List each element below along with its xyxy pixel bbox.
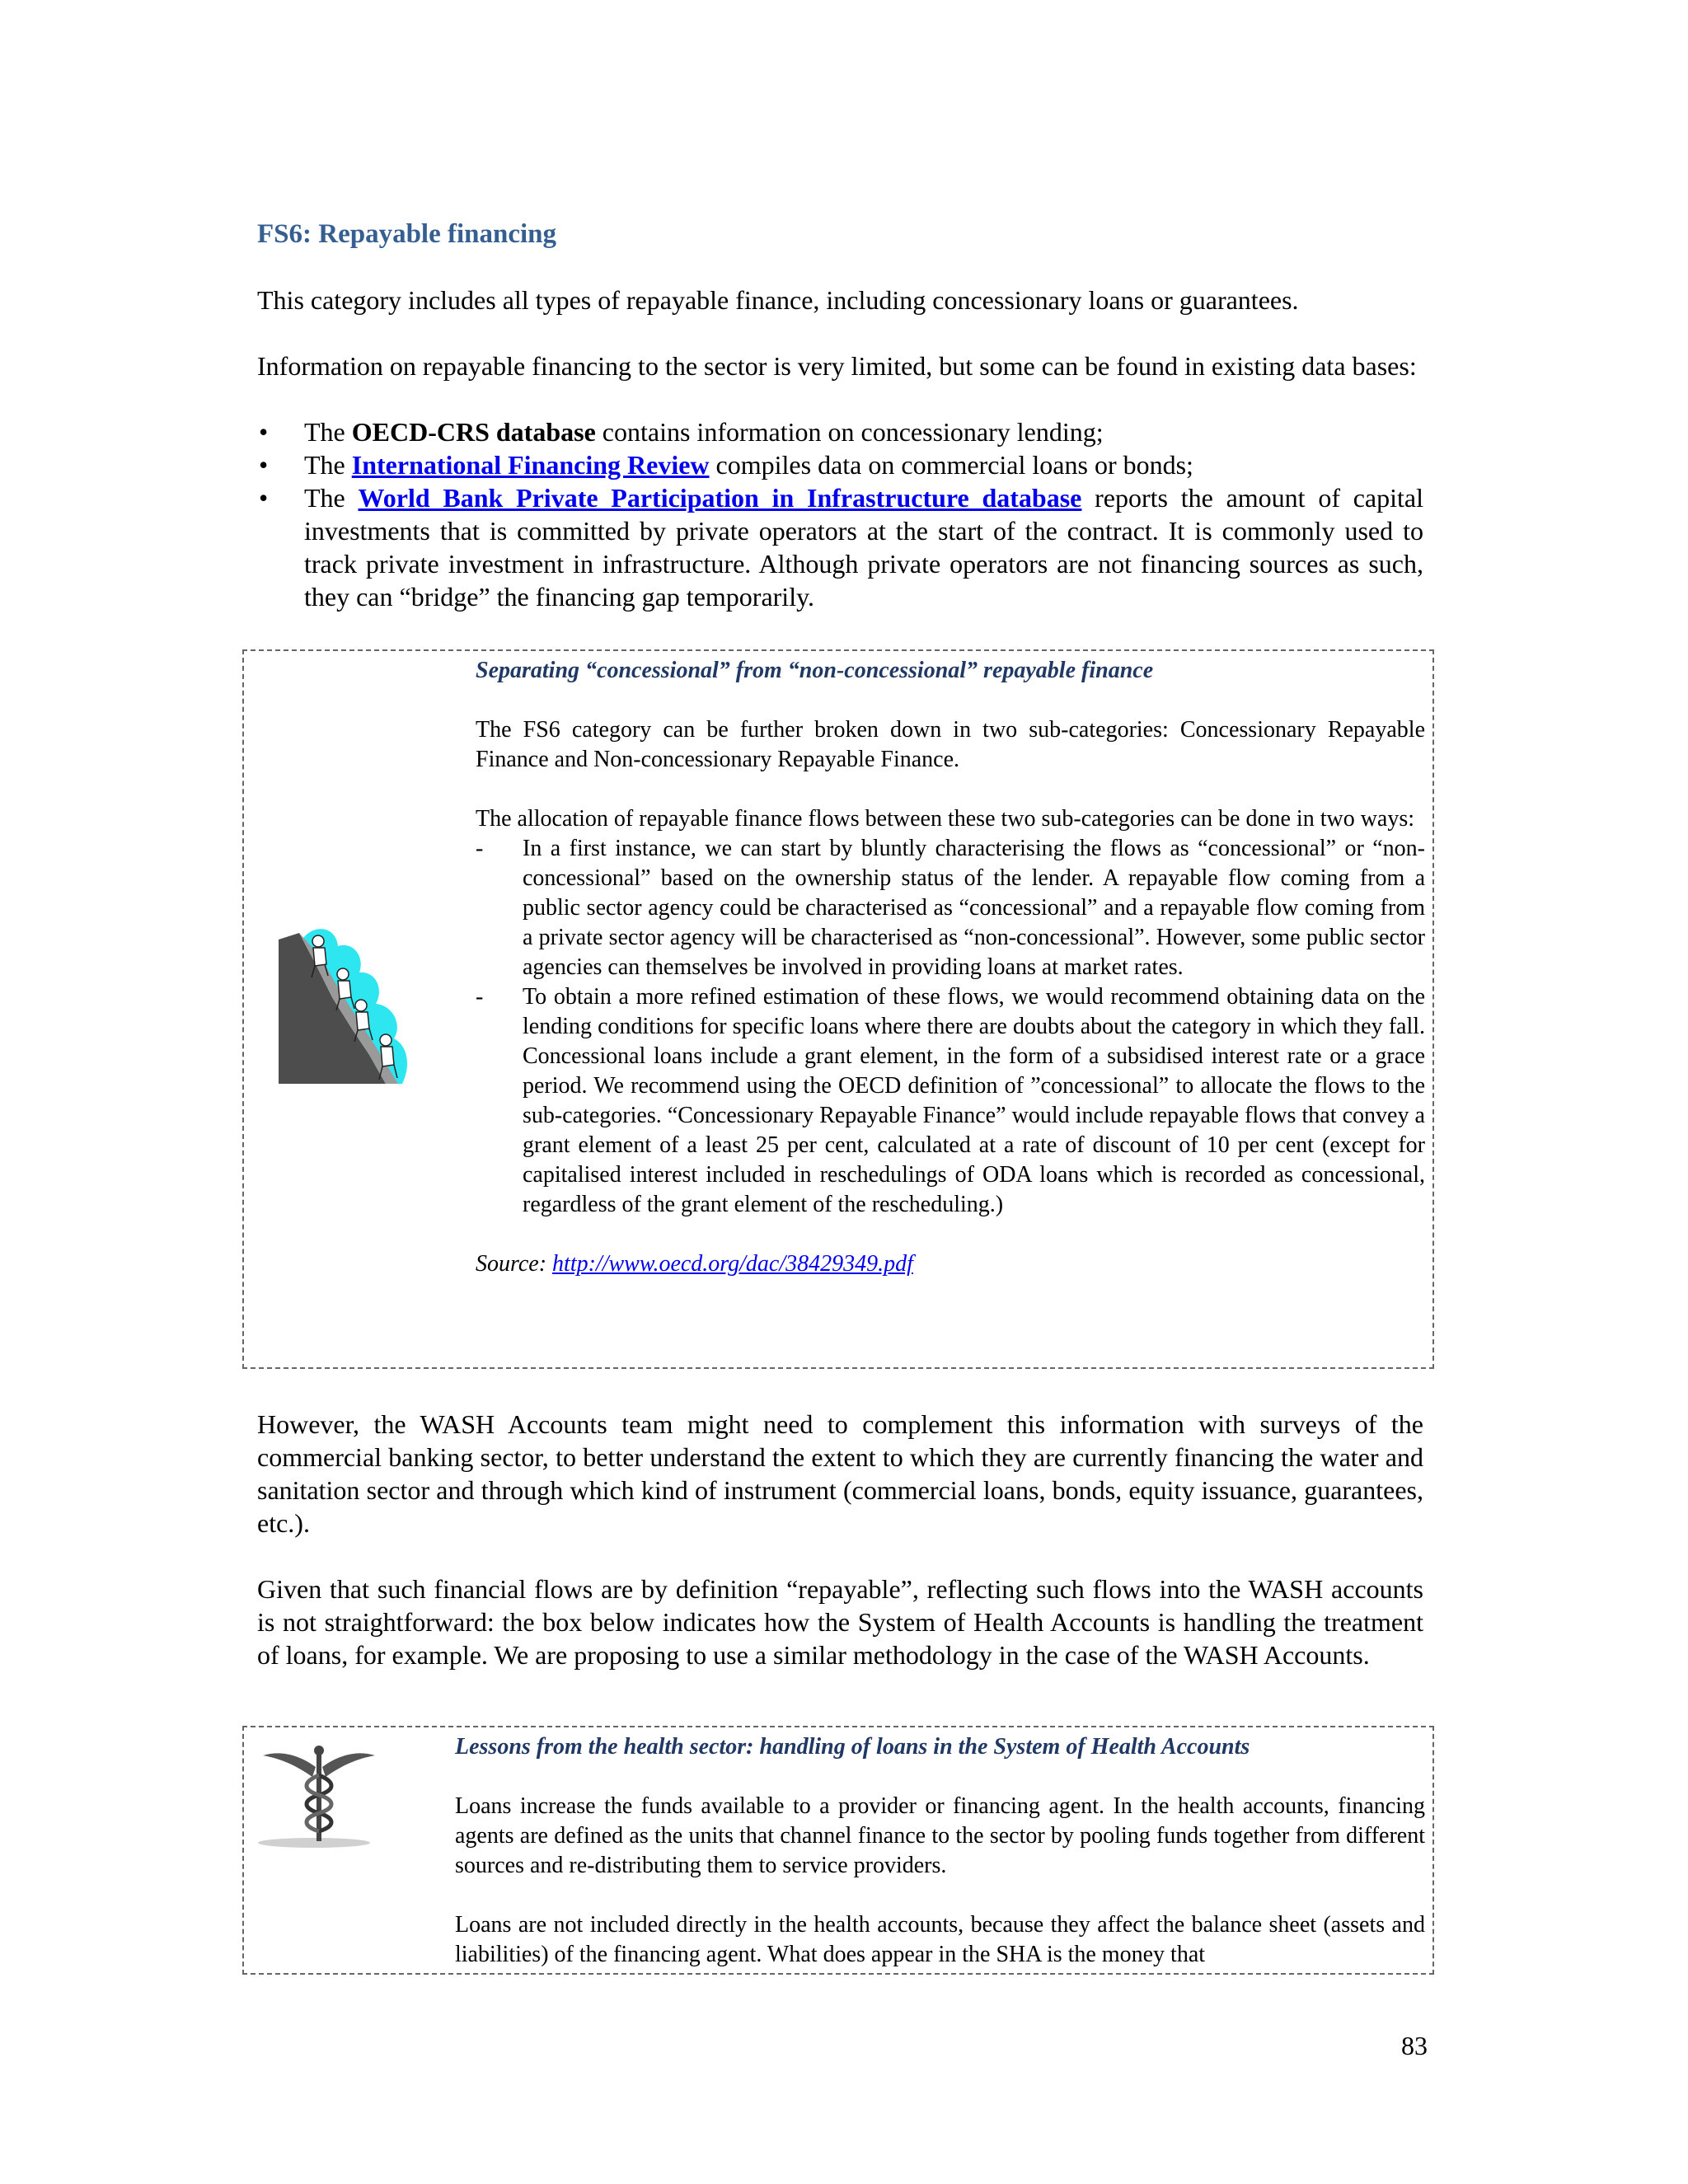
list-item: - In a first instance, we can start by bluntly characterising the flows as “concessional” or “non-concessional” based on the ownership status of the lender. A repayable flow coming from a public sector agency could be characterised as “concessional” and a repayable flow coming from a private sector agency will be characterised as “non-concessional”. However, some public sector agencies can themselves be involved in providing loans at market rates.	[476, 834, 1425, 982]
box-paragraph: Loans increase the funds available to a provider or financing agent. In the health accounts, financing agents are defined as the units that channel finance to the sector by pooling funds together from different sources and re-distributing them to service providers.	[455, 1793, 1425, 1878]
box-paragraph: The allocation of repayable finance flows between these two sub-categories can be done in two ways:	[476, 806, 1415, 832]
list-item: • The World Bank Private Participation in Infrastructure database reports the amount of capital investments that is committed by private operators at the start of the contract. It is commonly used to track private investment in infrastructure. Although private operators are not financing sources as such, they can “bridge” the financing gap temporarily.	[257, 481, 1423, 613]
world-bank-ppi-link[interactable]: World Bank Private Participation in Infrastructure database	[358, 483, 1082, 513]
oecd-crs-label: OECD-CRS database	[351, 417, 596, 447]
list-item: • The OECD-CRS database contains information on concessionary lending;	[257, 415, 1423, 448]
caduceus-icon	[256, 1742, 388, 1849]
list-item: • The International Financing Review compiles data on commercial loans or bonds;	[257, 448, 1423, 481]
health-sector-box	[242, 1726, 1434, 1975]
box-source: Source: http://www.oecd.org/dac/38429349.pdf	[476, 1251, 913, 1277]
health-sector-box-content	[455, 1732, 1425, 1970]
concessional-box	[242, 649, 1434, 1369]
concessional-box-content	[476, 656, 1425, 1279]
given-paragraph: Given that such financial flows are by definition “repayable”, reflecting such flows into the WASH accounts is not straightforward: the box below indicates how the System of Health Accounts is handling the treatment of loans, for example. We are proposing to use a similar methodology in the case of the WASH Accounts.	[257, 1574, 1423, 1670]
intro-paragraph: This category includes all types of repayable finance, including concessionary loans or guarantees.	[257, 285, 1299, 315]
ifr-link[interactable]: International Financing Review	[351, 450, 710, 480]
section-heading: FS6: Repayable financing	[257, 219, 557, 249]
box-title: Separating “concessional” from “non-concessional” repayable finance	[476, 658, 1154, 683]
list-item: - To obtain a more refined estimation of these flows, we would recommend obtaining data on the lending conditions for specific loans where there are doubts about the category in which they fall. Concessional loans include a grant element, in the form of a subsidised interest rate or a grace period. We recommend using the OECD definition of ”concessional” to allocate the flows to the sub-categories. “Concessionary Repayable Finance” would include repayable flows that convey a grant element of a least 25 per cent, calculated at a rate of discount of 10 per cent (except for capitalised interest included in reschedulings of ODA loans which is recorded as concessional, regardless of the grant element of the rescheduling.)	[476, 982, 1425, 1220]
database-list	[257, 415, 1423, 613]
however-paragraph: However, the WASH Accounts team might need to complement this information with surveys of the commercial banking sector, to better understand the extent to which they are currently financing the water and sanitation sector and through which kind of instrument (commercial loans, bonds, equity issuance, guarantees, etc.).	[257, 1409, 1423, 1538]
box-paragraph: Loans are not included directly in the health accounts, because they affect the balance sheet (assets and liabilities) of the financing agent. What does appear in the SHA is the money that	[455, 1912, 1425, 1967]
oecd-source-link[interactable]: http://www.oecd.org/dac/38429349.pdf	[552, 1251, 913, 1277]
allocation-list	[476, 834, 1425, 1220]
box-paragraph: The FS6 category can be further broken down in two sub-categories: Concessionary Repayable Finance and Non-concessionary Repayable Finance.	[476, 717, 1425, 772]
page-number: 83	[1401, 2031, 1428, 2060]
info-paragraph: Information on repayable financing to the sector is very limited, but some can be found in existing data bases:	[257, 351, 1417, 381]
box-title: Lessons from the health sector: handling of loans in the System of Health Accounts	[455, 1734, 1250, 1760]
climbers-icon	[279, 923, 435, 1092]
